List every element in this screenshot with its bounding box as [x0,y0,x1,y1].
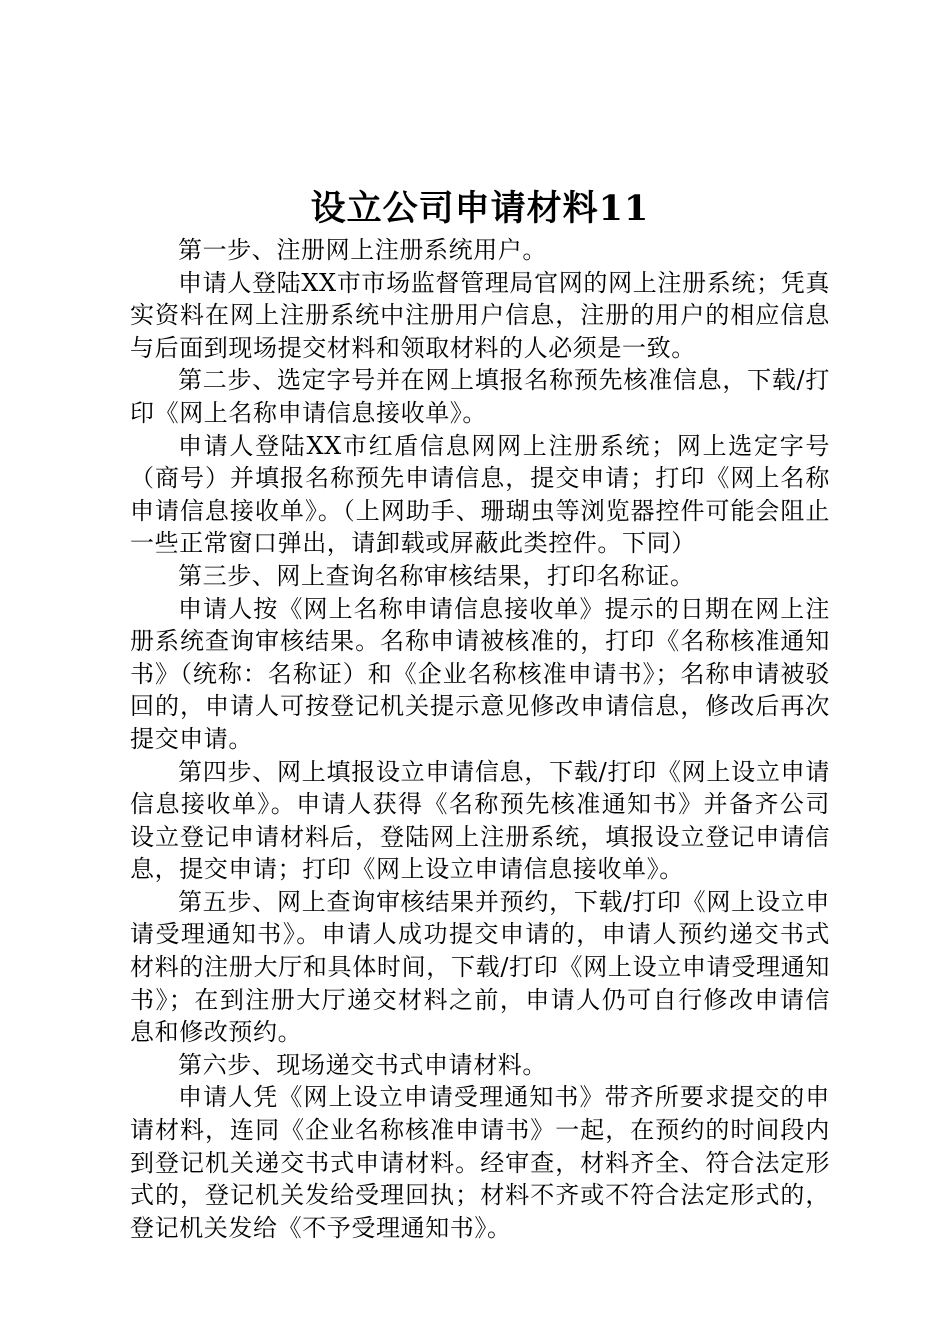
paragraph-step-3-detail: 申请人按《网上名称申请信息接收单》提示的日期在网上注册系统查询审核结果。名称申请被核准的，打印《名称核准通知书》（统称：名称证）和《企业名称核准申请书》；名称申请被驳回的，申请人可按登记机关提示意见修改申请信息，修改后再次提交申请。 [130,594,830,753]
document-page [130,186,830,1244]
paragraph-step-2: 第二步、选定字号并在网上填报名称预先核准信息，下载/打印《网上名称申请信息接收单》。 [130,366,830,427]
paragraph-step-5: 第五步、网上查询审核结果并预约，下载/打印《网上设立申请受理通知书》。申请人成功提交申请的，申请人预约递交书式材料的注册大厅和具体时间，下载/打印《网上设立申请受理通知书》；在到注册大厅递交材料之前，申请人仍可自行修改申请信息和修改预约。 [130,887,830,1047]
paragraph-step-1-detail: 申请人登陆XX市市场监督管理局官网的网上注册系统；凭真实资料在网上注册系统中注册用户信息，注册的用户的相应信息与后面到现场提交材料和领取材料的人必须是一致。 [130,268,830,362]
paragraph-step-1: 第一步、注册网上注册系统用户。 [178,236,547,264]
paragraph-step-3: 第三步、网上查询名称审核结果，打印名称证。 [178,561,695,590]
document-title: 设立公司申请材料11 [310,188,650,229]
paragraph-step-6-detail: 申请人凭《网上设立申请受理通知书》带齐所要求提交的申请材料，连同《企业名称核准申请书》一起，在预约的时间段内到登记机关递交书式申请材料。经审查，材料齐全、符合法定形式的，登记机关发给受理回执；材料不齐或不符合法定形式的，登记机关发给《不予受理通知书》。 [130,1083,830,1242]
paragraph-step-2-detail: 申请人登陆XX市红盾信息网网上注册系统；网上选定字号（商号）并填报名称预先申请信息，提交申请；打印《网上名称申请信息接收单》。（上网助手、珊瑚虫等浏览器控件可能会阻止一些正常窗口弹出，请卸载或屏蔽此类控件。下同） [130,431,830,558]
paragraph-step-6: 第六步、现场递交书式申请材料。 [178,1050,547,1079]
document-body [130,234,830,1244]
paragraph-step-4: 第四步、网上填报设立申请信息，下载/打印《网上设立申请信息接收单》。申请人获得《名称预先核准通知书》并备齐公司设立登记申请材料后，登陆网上注册系统，填报设立登记申请信息，提交申请；打印《网上设立申请信息接收单》。 [130,757,830,884]
